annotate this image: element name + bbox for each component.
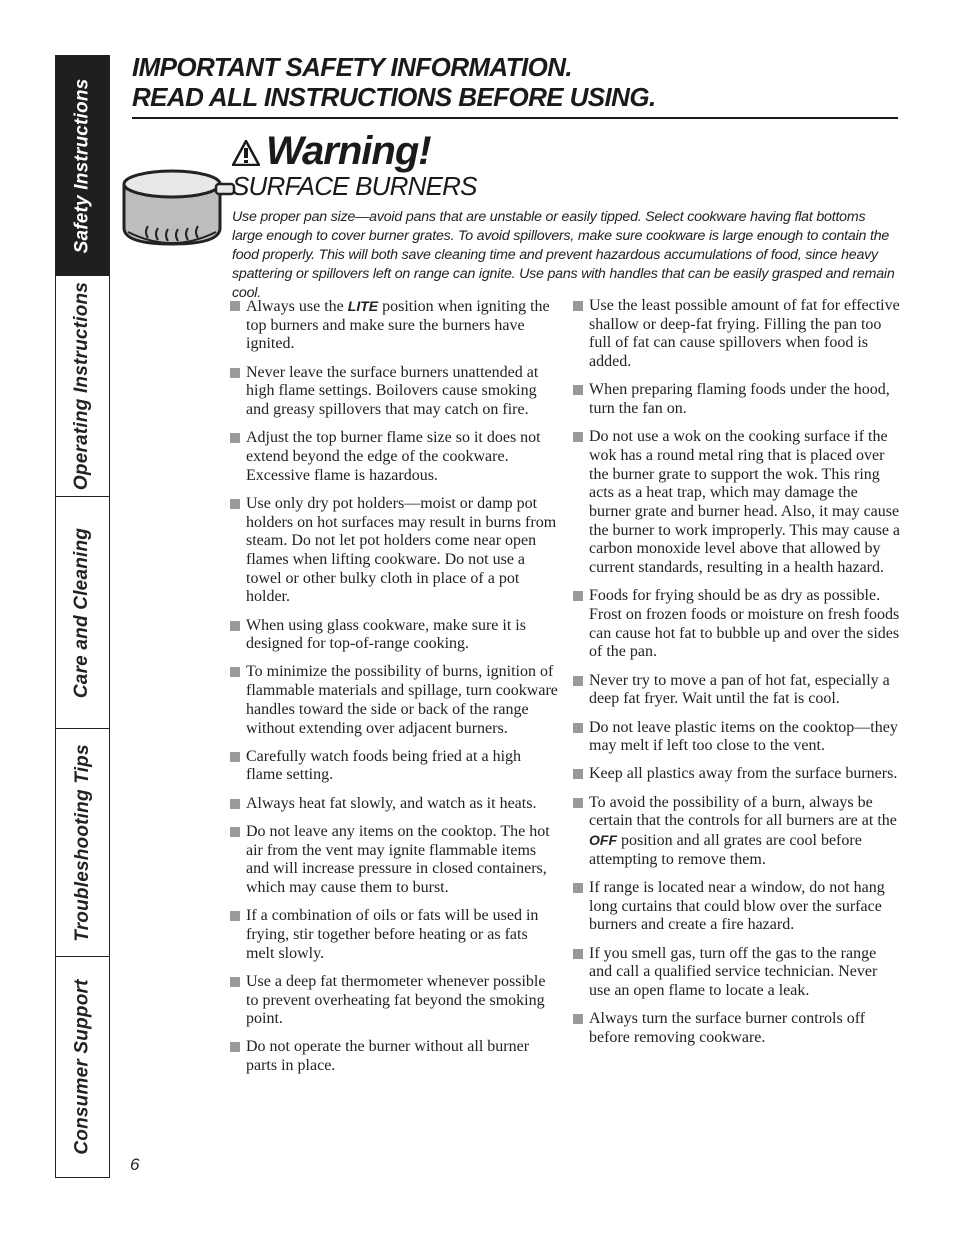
bullet-square-icon: [573, 385, 583, 395]
list-item: To minimize the possibility of burns, ignition of flammable materials and spillage, turn cookware handles toward the side or back of the range without extending over adjacent burners.: [230, 663, 558, 738]
bullet-square-icon: [230, 301, 240, 311]
warning-title: Warning!: [266, 129, 431, 173]
list-item: Foods for frying should be as dry as possible. Frost on frozen foods or moisture on fresh foods can cause hot fat to bubble up and over the sides of the pan.: [573, 587, 901, 662]
bullet-square-icon: [573, 798, 583, 808]
bullet-square-icon: [573, 883, 583, 893]
bullet-square-icon: [230, 799, 240, 809]
tab-operating-instructions[interactable]: [56, 276, 109, 497]
bullet-square-icon: [230, 499, 240, 509]
warning-triangle-icon: [232, 140, 260, 166]
list-item: Keep all plastics away from the surface burners.: [573, 765, 901, 784]
tab-label: Operating Instructions: [71, 281, 93, 491]
control-keyword: LITE: [347, 298, 379, 314]
section-title: SURFACE BURNERS: [232, 171, 477, 201]
list-item: Use only dry pot holders—moist or damp pot holders on hot surfaces may result in burns from steam. Do not let pot holders come near open flames when lifting cookware. Do not use a towel or other bulky cloth in place of a pot holder.: [230, 495, 558, 607]
intro-paragraph: Use proper pan size—avoid pans that are unstable or easily tipped. Select cookware having flat bottoms large enough to cover burner grates. To avoid spillovers, make sure cookware is large enough to contain the food properly. This will both save cleaning time and prevent hazardous accumulations of food, since heavy spattering or spillovers left on range can ignite. Use pans with handles that can be easily grasped and remain cool.: [232, 209, 895, 301]
bullet-square-icon: [230, 433, 240, 443]
tab-consumer-support[interactable]: [56, 957, 109, 1177]
bullet-square-icon: [573, 676, 583, 686]
header-line-1: IMPORTANT SAFETY INFORMATION.: [132, 52, 572, 82]
list-item: Do not use a wok on the cooking surface if the wok has a round metal ring that is placed over the burner grate to support the wok. This ring acts as a heat trap, which may damage the burner grate and burner head. Also, it may cause the burner to work improperly. This may cause a carbon monoxide level above that allowed by current standards, resulting in a health hazard.: [573, 428, 901, 578]
bullet-square-icon: [573, 301, 583, 311]
tab-label: Care and Cleaning: [71, 527, 93, 698]
list-item: Use a deep fat thermometer whenever possible to prevent overheating fat beyond the smoking point.: [230, 973, 558, 1029]
tab-care-and-cleaning[interactable]: [56, 497, 109, 729]
bullet-square-icon: [573, 591, 583, 601]
bullet-square-icon: [230, 911, 240, 921]
list-item: Always heat fat slowly, and watch as it heats.: [230, 795, 558, 814]
bullet-square-icon: [230, 977, 240, 987]
bullet-square-icon: [573, 723, 583, 733]
bullet-square-icon: [230, 827, 240, 837]
list-item: Do not leave any items on the cooktop. The hot air from the vent may ignite flammable items and will increase pressure in closed containers, which may cause them to burst.: [230, 823, 558, 898]
bullet-square-icon: [573, 432, 583, 442]
list-item: Adjust the top burner flame size so it does not extend beyond the edge of the cookware. Excessive flame is hazardous.: [230, 429, 558, 485]
header-divider: [132, 117, 898, 119]
bullet-square-icon: [573, 769, 583, 779]
list-item: If a combination of oils or fats will be used in frying, stir together before heating or as fats melt slowly.: [230, 907, 558, 963]
warning-heading: [232, 129, 431, 173]
list-item: To avoid the possibility of a burn, always be certain that the controls for all burners are at the OFF position and all grates are cool before attempting to remove them.: [573, 794, 901, 870]
bullet-square-icon: [230, 621, 240, 631]
bullet-square-icon: [230, 368, 240, 378]
bullet-square-icon: [230, 667, 240, 677]
bullet-square-icon: [573, 949, 583, 959]
section-tabs-sidebar: [55, 55, 110, 1178]
list-item: Always use the LITE position when igniting the top burners and make sure the burners have ignited.: [230, 297, 558, 354]
list-item: When preparing flaming foods under the hood, turn the fan on.: [573, 381, 901, 418]
list-item: Carefully watch foods being fried at a high flame setting.: [230, 748, 558, 785]
page-number: 6: [130, 1155, 140, 1174]
bullet-square-icon: [230, 1042, 240, 1052]
list-item: Never leave the surface burners unattended at high flame settings. Boilovers cause smoking and greasy spillovers that may catch on fire.: [230, 364, 558, 420]
list-item: Always turn the surface burner controls off before removing cookware.: [573, 1010, 901, 1047]
list-item: Do not leave plastic items on the cooktop—they may melt if left too close to the vent.: [573, 719, 901, 756]
tab-troubleshooting-tips[interactable]: [56, 729, 109, 957]
list-item: If range is located near a window, do not hang long curtains that could blow over the surface burners and create a fire hazard.: [573, 879, 901, 935]
control-keyword: OFF: [589, 832, 617, 849]
right-bullet-column: [573, 297, 901, 1057]
tab-label: Safety Instructions: [71, 78, 93, 253]
list-item: Do not operate the burner without all burner parts in place.: [230, 1038, 558, 1075]
tab-label: Troubleshooting Tips: [71, 743, 93, 942]
left-bullet-column: [230, 297, 558, 1085]
tab-safety-instructions[interactable]: [56, 56, 109, 276]
list-item: Never try to move a pan of hot fat, especially a deep fat fryer. Wait until the fat is cool.: [573, 672, 901, 709]
tab-label: Consumer Support: [71, 979, 93, 1155]
list-item: When using glass cookware, make sure it is designed for top-of-range cooking.: [230, 617, 558, 654]
bullet-square-icon: [573, 1014, 583, 1024]
page-header: [132, 52, 898, 112]
cooking-pot-icon: [118, 162, 236, 252]
list-item: If you smell gas, turn off the gas to the range and call a qualified service technician. Never use an open flame to locate a leak.: [573, 945, 901, 1001]
header-line-2: READ ALL INSTRUCTIONS BEFORE USING.: [132, 82, 656, 112]
list-item: Use the least possible amount of fat for effective shallow or deep-fat frying. Filling the pan too full of fat can cause spillovers when food is added.: [573, 297, 901, 372]
bullet-square-icon: [230, 752, 240, 762]
